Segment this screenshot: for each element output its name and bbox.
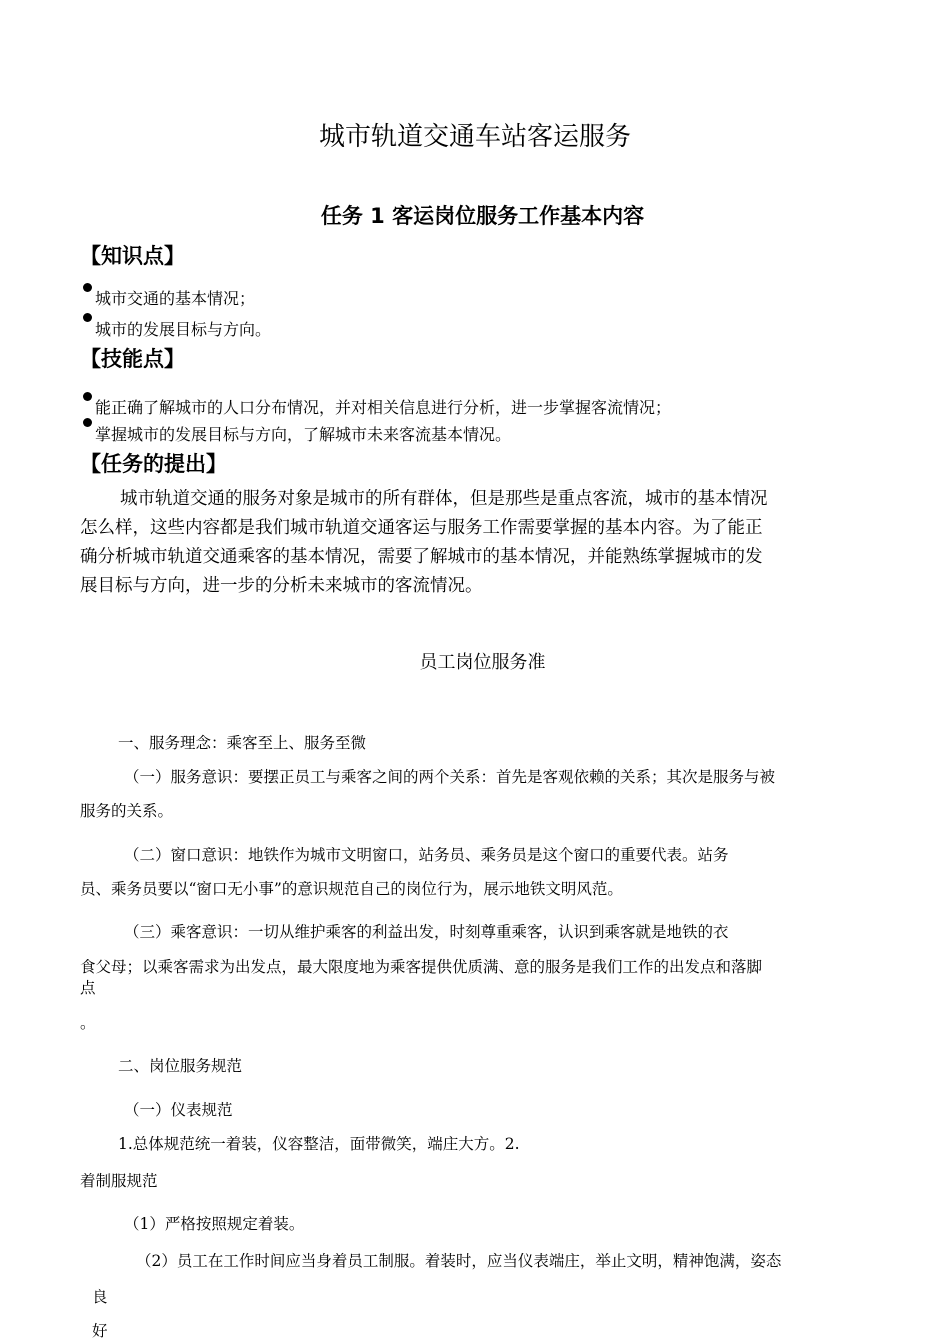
body-line: 良 bbox=[92, 1288, 108, 1306]
bullet-icon bbox=[83, 392, 92, 401]
body-line: 服务的关系。 bbox=[80, 802, 174, 820]
knowledge-heading: 【知识点】 bbox=[80, 244, 185, 268]
knowledge-item: 城市交通的基本情况； bbox=[95, 289, 256, 308]
body-line: 。 bbox=[80, 1014, 96, 1032]
knowledge-item: 城市的发展目标与方向。 bbox=[95, 320, 272, 339]
skill-item: 能正确了解城市的人口分布情况，并对相关信息进行分析，进一步掌握客流情况； bbox=[95, 398, 672, 417]
paragraph-line: 确分析城市轨道交通乘客的基本情况，需要了解城市的基本情况，并能熟练掌握城市的发 bbox=[80, 547, 763, 567]
body-line: 员、乘务员要以“窗口无小事”的意识规范自己的岗位行为，展示地铁文明风范。 bbox=[80, 880, 623, 898]
body-line: 食父母；以乘客需求为出发点，最大限度地为乘客提供优质满、意的服务是我们工作的出发点和落脚 bbox=[80, 958, 763, 976]
section-heading: 一、服务理念：乘客至上、服务至微 bbox=[118, 734, 367, 752]
paragraph-line: 展目标与方向，进一步的分析未来城市的客流情况。 bbox=[80, 576, 483, 596]
paragraph-line: 城市轨道交通的服务对象是城市的所有群体，但是那些是重点客流，城市的基本情况 bbox=[120, 489, 768, 509]
body-line: 点 bbox=[80, 979, 96, 997]
bullet-icon bbox=[83, 418, 92, 427]
skill-item: 掌握城市的发展目标与方向，了解城市未来客流基本情况。 bbox=[95, 425, 512, 444]
body-line: 好 bbox=[92, 1322, 108, 1340]
body-line: （一）服务意识：要摆正员工与乘客之间的两个关系：首先是客观依赖的关系；其次是服务与被 bbox=[124, 768, 776, 786]
bullet-icon bbox=[83, 283, 92, 292]
document-title: 城市轨道交通车站客运服务 bbox=[318, 122, 631, 152]
paragraph-line: 怎么样，这些内容都是我们城市轨道交通客运与服务工作需要掌握的基本内容。为了能正 bbox=[80, 518, 763, 538]
skills-heading: 【技能点】 bbox=[80, 347, 185, 371]
body-line: （1）严格按照规定着装。 bbox=[124, 1215, 305, 1233]
section-title: 员工岗位服务准 bbox=[419, 652, 546, 673]
bullet-icon bbox=[83, 313, 92, 322]
body-line: （2）员工在工作时间应当身着员工制服。着装时，应当仪表端庄，举止文明，精神饱满，姿态 bbox=[136, 1252, 782, 1270]
subsection-heading: （一）仪表规范 bbox=[124, 1101, 233, 1119]
section-heading: 二、岗位服务规范 bbox=[118, 1057, 243, 1075]
body-line: （二）窗口意识：地铁作为城市文明窗口，站务员、乘务员是这个窗口的重要代表。站务 bbox=[124, 846, 729, 864]
task-subtitle: 任务 1 客运岗位服务工作基本内容 bbox=[320, 204, 645, 228]
task-heading: 【任务的提出】 bbox=[80, 452, 227, 476]
body-line: 着制服规范 bbox=[80, 1172, 158, 1190]
task-paragraph bbox=[80, 485, 876, 601]
body-line: （三）乘客意识：一切从维护乘客的利益出发，时刻尊重乘客，认识到乘客就是地铁的衣 bbox=[124, 923, 729, 941]
body-line: 1.总体规范统一着装，仪容整洁，面带微笑，端庄大方。2. bbox=[118, 1135, 520, 1153]
